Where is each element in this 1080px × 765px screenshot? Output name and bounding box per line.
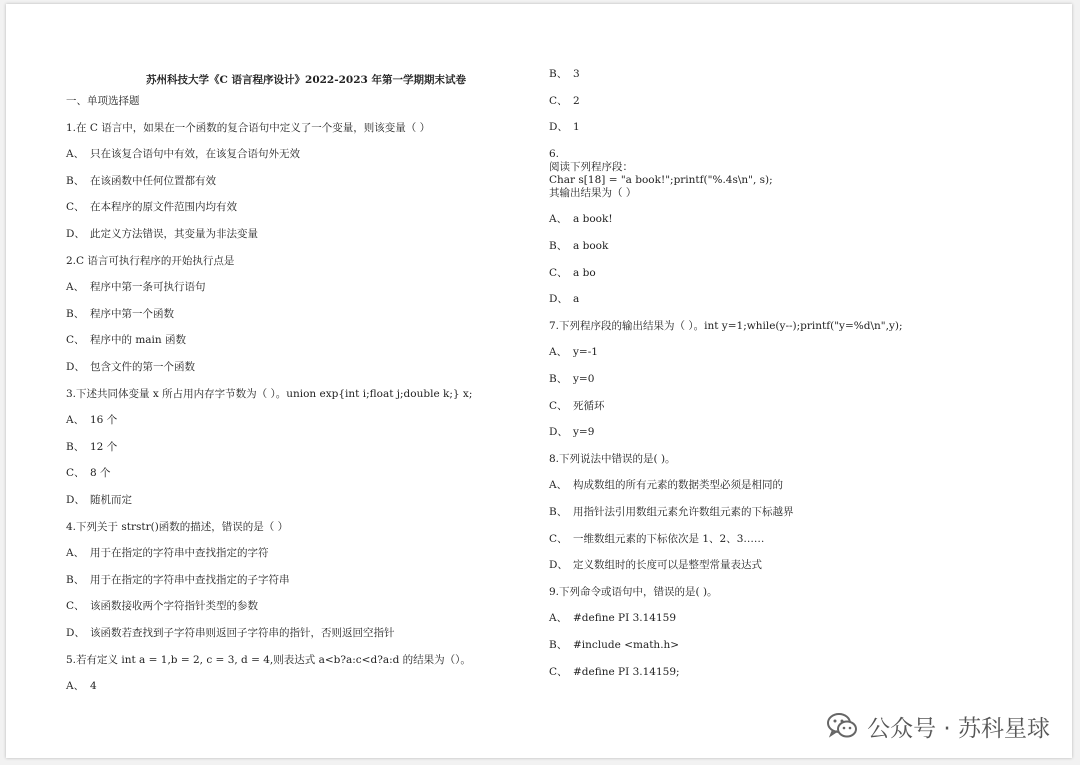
answer-option (66, 228, 258, 241)
option-label: D、 (66, 494, 85, 506)
option-text: a book! (573, 213, 613, 226)
option-label: B、 (549, 68, 568, 80)
watermark (825, 709, 1050, 743)
option-text: #define PI 3.14159 (573, 612, 677, 625)
option-label: C、 (66, 600, 85, 613)
answer-option (549, 400, 605, 413)
answer-option (66, 467, 111, 480)
option-text: 在该函数中任何位置都有效 (90, 174, 216, 187)
option-text: 程序中的 main 函数 (90, 334, 187, 347)
answer-option (549, 213, 613, 226)
option-text: 只在该复合语句中有效，在该复合语句外无效 (90, 148, 300, 161)
option-label: B、 (66, 307, 85, 320)
answer-option (66, 201, 237, 214)
option-label: A、 (66, 148, 85, 161)
option-label: D、 (549, 293, 568, 306)
answer-option (66, 334, 186, 347)
option-label: D、 (549, 559, 568, 572)
question-text: 4.下列关于 strstr()函数的描述，错误的是（ ） (66, 520, 289, 533)
option-label: C、 (549, 94, 568, 107)
answer-option (549, 666, 680, 679)
option-text: a bo (573, 266, 596, 279)
option-label: D、 (66, 361, 85, 373)
option-label: C、 (549, 532, 568, 545)
answer-option (66, 441, 117, 454)
answer-option (549, 559, 762, 572)
option-label: B、 (549, 506, 568, 518)
section-heading: 一、单项选择题 (66, 95, 140, 107)
option-label: B、 (549, 639, 568, 651)
answer-option (549, 426, 594, 439)
question-text: 9.下列命令或语句中，错误的是( )。 (549, 585, 718, 598)
answer-option (549, 479, 783, 492)
option-label: A、 (549, 346, 568, 359)
watermark-text: 公众号 · 苏科星球 (867, 715, 1050, 742)
option-text: 12 个 (90, 440, 118, 453)
option-label: C、 (549, 266, 568, 279)
question-text: 5.若有定义 int a = 1,b = 2, c = 3, d = 4,则表达式 a<b?a:c<d?a:d 的结果为（）。 (66, 653, 471, 666)
question-line: 阅读下列程序段： (549, 160, 633, 173)
option-text: 用于在指定的字符串中查找指定的字符 (90, 547, 269, 560)
answer-option (549, 293, 579, 306)
answer-option (549, 121, 580, 134)
option-text: 构成数组的所有元素的数据类型必须是相同的 (573, 479, 783, 492)
option-text: 在本程序的原文件范围内均有效 (90, 201, 237, 214)
answer-option (66, 680, 97, 693)
answer-option (549, 373, 594, 386)
option-label: B、 (549, 240, 568, 252)
option-text: 2 (573, 94, 580, 107)
answer-option (66, 627, 395, 640)
option-text: 用于在指定的字符串中查找指定的子字符串 (90, 573, 290, 586)
option-text: 包含文件的第一个函数 (90, 361, 195, 373)
answer-option (66, 494, 132, 507)
wechat-icon (825, 709, 859, 743)
option-label: A、 (66, 680, 85, 693)
option-label: C、 (66, 201, 85, 214)
question-line: Char s[18] = "a book!";printf("%.4s\n", s); (549, 173, 773, 186)
option-label: C、 (66, 334, 85, 347)
option-text: 用指针法引用数组元素允许数组元素的下标越界 (573, 506, 794, 518)
option-label: C、 (549, 399, 568, 412)
option-label: A、 (66, 547, 85, 560)
option-label: D、 (549, 426, 568, 439)
option-label: A、 (549, 213, 568, 226)
option-label: B、 (66, 573, 85, 586)
question-text: 1.在 C 语言中，如果在一个函数的复合语句中定义了一个变量，则该变量（ ） (66, 121, 431, 134)
option-label: D、 (66, 627, 85, 639)
option-text: 死循环 (573, 399, 605, 412)
option-text: 此定义方法错误，其变量为非法变量 (90, 228, 258, 240)
question-line: 其输出结果为（ ） (549, 186, 637, 199)
answer-option (549, 346, 598, 359)
answer-option (549, 639, 679, 652)
option-text: 4 (90, 680, 97, 693)
answer-option (549, 68, 580, 81)
exam-page (6, 4, 1072, 758)
option-label: D、 (66, 228, 85, 240)
option-text: 8 个 (90, 467, 111, 480)
option-text: #include <math.h> (573, 639, 680, 651)
option-label: C、 (549, 665, 568, 678)
option-text: y=0 (573, 373, 595, 385)
answer-option (549, 267, 596, 280)
answer-option (66, 148, 300, 161)
answer-option (66, 574, 290, 587)
answer-option (66, 547, 269, 560)
question-text: 3.下述共同体变量 x 所占用内存字节数为（ ）。union exp{int i;float j;double k;} x; (66, 387, 473, 400)
option-label: B、 (66, 174, 85, 187)
option-label: A、 (66, 281, 85, 294)
option-text: a (573, 293, 580, 306)
option-label: B、 (66, 440, 85, 453)
answer-option (549, 612, 676, 625)
answer-option (549, 240, 608, 253)
option-text: y=-1 (573, 346, 598, 359)
answer-option (66, 414, 117, 427)
option-text: #define PI 3.14159; (573, 665, 680, 678)
answer-option (66, 281, 206, 294)
question-text: 7.下列程序段的输出结果为（ ）。int y=1;while(y--);printf("y=%d\n",y); (549, 319, 903, 332)
answer-option (549, 95, 580, 108)
option-label: D、 (549, 121, 568, 134)
option-text: 定义数组时的长度可以是整型常量表达式 (573, 559, 762, 572)
option-label: A、 (549, 479, 568, 492)
option-text: y=9 (573, 426, 595, 439)
option-text: 3 (573, 68, 580, 80)
option-text: 程序中第一个函数 (90, 307, 174, 320)
option-label: B、 (549, 373, 568, 385)
question-line: 6. (549, 147, 560, 160)
option-text: 1 (573, 121, 580, 134)
right-column (549, 4, 969, 758)
answer-option (66, 361, 195, 374)
question-text: 2.C 语言可执行程序的开始执行点是 (66, 254, 235, 267)
question-text: 8.下列说法中错误的是( )。 (549, 452, 676, 465)
option-text: 该函数接收两个字符指针类型的参数 (90, 600, 258, 613)
answer-option (549, 506, 794, 519)
option-label: A、 (549, 612, 568, 625)
option-text: 随机而定 (90, 494, 132, 506)
answer-option (66, 308, 174, 321)
option-text: 16 个 (90, 414, 118, 427)
option-label: C、 (66, 467, 85, 480)
left-column (66, 4, 486, 758)
answer-option (66, 175, 216, 188)
option-text: a book (573, 240, 609, 252)
option-label: A、 (66, 414, 85, 427)
option-text: 程序中第一条可执行语句 (90, 281, 206, 294)
answer-option (549, 533, 764, 546)
option-text: 一维数组元素的下标依次是 1、2、3…… (573, 532, 765, 545)
page-title: 苏州科技大学《C 语言程序设计》2022-2023 年第一学期期末试卷 (146, 74, 466, 86)
option-text: 该函数若查找到子字符串则返回子字符串的指针，否则返回空指针 (90, 627, 395, 639)
answer-option (66, 600, 258, 613)
